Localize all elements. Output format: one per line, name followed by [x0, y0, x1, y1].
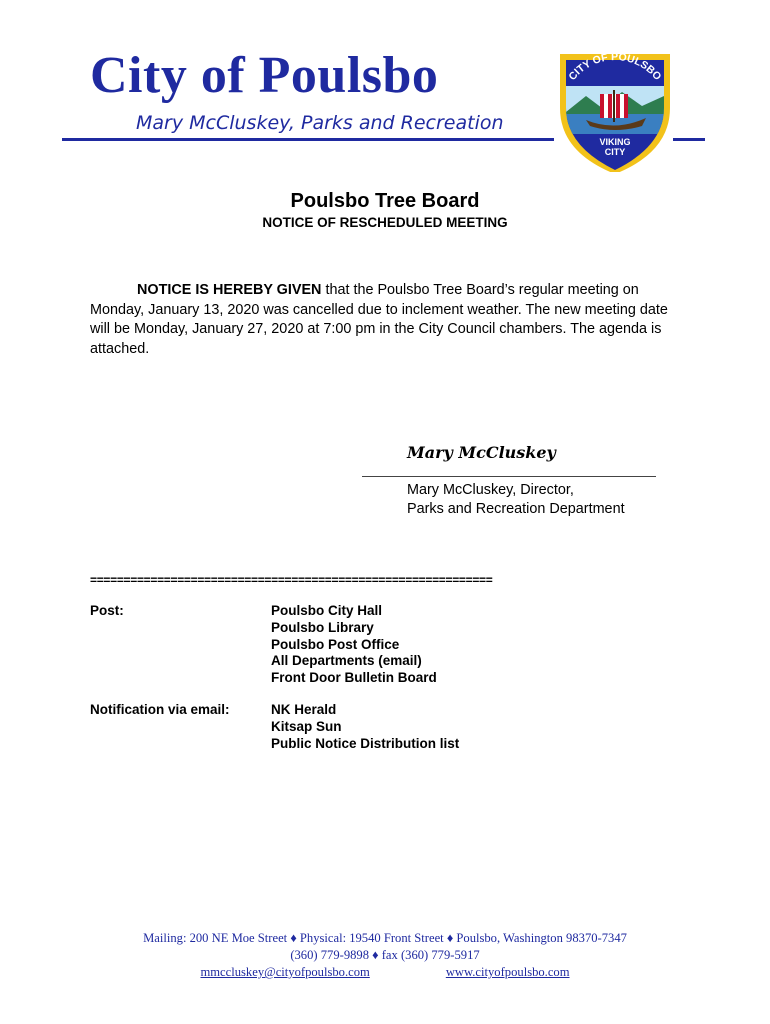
- notice-lead: NOTICE IS HEREBY GIVEN: [137, 282, 322, 298]
- email-notification-label: Notification via email:: [90, 702, 230, 717]
- signature-line: [362, 476, 656, 477]
- post-label: Post:: [90, 603, 124, 618]
- post-list: [271, 603, 437, 687]
- list-item: Public Notice Distribution list: [271, 735, 460, 751]
- city-seal-logo: [552, 46, 678, 172]
- seal-bottom-text-2: CITY: [604, 147, 626, 157]
- notice-paragraph: [90, 281, 680, 359]
- email-link[interactable]: mmccluskey@cityofpoulsbo.com: [200, 965, 370, 979]
- website-link[interactable]: www.cityofpoulsbo.com: [445, 965, 570, 979]
- footer-links: [0, 964, 770, 981]
- footer-address: Mailing: 200 NE Moe Street ♦ Physical: 19540 Front Street ♦ Poulsbo, Washington 98370-7347: [143, 931, 627, 945]
- org-name: City of Poulsbo: [90, 47, 439, 104]
- footer: [0, 930, 770, 981]
- list-item: Front Door Bulletin Board: [271, 670, 437, 686]
- footer-phone: (360) 779-9898 ♦ fax (360) 779-5917: [290, 948, 480, 962]
- list-item: NK Herald: [271, 702, 337, 717]
- signature-script: Mary McCluskey: [407, 443, 556, 462]
- seal-bottom-text-1: VIKING: [599, 137, 631, 147]
- signature-name: Mary McCluskey, Director,: [407, 482, 574, 498]
- document-subtitle: NOTICE OF RESCHEDULED MEETING: [262, 215, 508, 230]
- department-line: Mary McCluskey, Parks and Recreation: [136, 112, 504, 134]
- seal-top-text: CITY OF POULSBO: [566, 51, 664, 83]
- list-item: Poulsbo Library: [271, 619, 374, 635]
- signature-block: [407, 481, 625, 519]
- notice-body: that the Poulsbo Tree Board’s regular meeting on Monday, January 13, 2020 was cancelled due to inclement weather. The new meeting date will be Monday, January 27, 2020 at 7:00 pm in the City Council chambers. The agenda is attached.: [90, 282, 668, 357]
- list-item: Poulsbo City Hall: [271, 603, 383, 618]
- email-notification-list: [271, 702, 459, 752]
- list-item: Kitsap Sun: [271, 718, 342, 734]
- separator-line: ============================================================: [90, 573, 493, 587]
- document-title: Poulsbo Tree Board: [290, 190, 480, 212]
- list-item: All Departments (email): [271, 653, 422, 669]
- header-rule-left: [62, 138, 554, 141]
- signature-department: Parks and Recreation Department: [407, 501, 625, 517]
- list-item: Poulsbo Post Office: [271, 636, 400, 652]
